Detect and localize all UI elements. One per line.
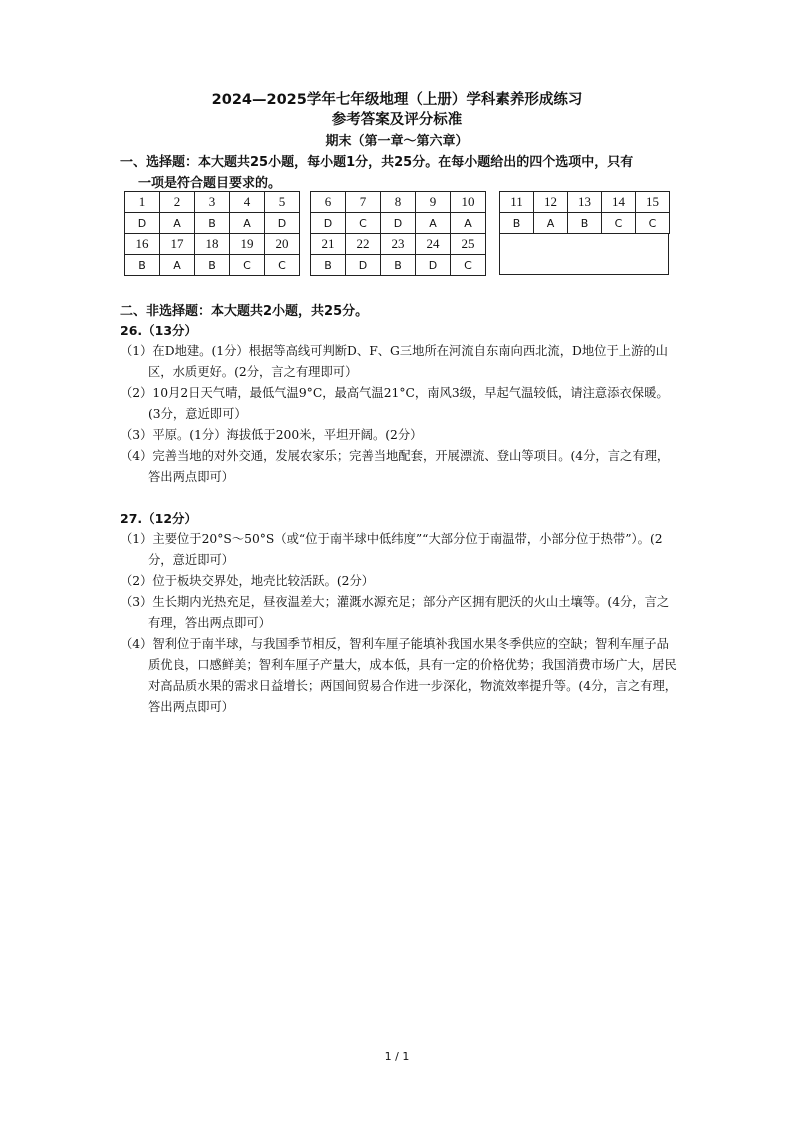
answer-cell: C — [451, 255, 486, 276]
page-number: 1 / 1 — [384, 1050, 410, 1063]
answer-26-1: （1）在D地建。(1分）根据等高线可判断D、F、G三地所在河流自东南向西北流，D地位于上游的山区，水质更好。(2分，言之有理即可） — [120, 344, 668, 379]
answer-table-6-10 — [310, 191, 486, 234]
answer-cell: D — [125, 213, 160, 234]
section1-heading: 一、选择题：本大题共25小题，每小题1分，共25分。在每小题给出的四个选项中，只有 — [120, 155, 634, 170]
answer-cell: B — [381, 255, 416, 276]
answer-cell: B — [195, 213, 230, 234]
question-26-label: 26.（13分） — [120, 323, 198, 338]
answer-cell: B — [500, 213, 534, 234]
answer-cell: A — [160, 255, 195, 276]
answer-27-4: （4）智利位于南半球，与我国季节相反，智利车厘子能填补我国水果冬季供应的空缺；智利车厘子品质优良，口感鲜美；智利车厘子产量大，成本低，具有一定的价格优势；我国消费市场广大，居民对高品质水果的需求日益增长；两国间贸易合作进一步深化，物流效率提升等。(4分，言之有理，答出两点即可） — [120, 637, 678, 714]
answer-cell: A — [534, 213, 568, 234]
chapter-range: 期末（第一章～第六章） — [325, 134, 469, 149]
answer-table-21-25 — [310, 233, 486, 276]
answer-cell: A — [160, 213, 195, 234]
answer-26-3: （3）平原。(1分）海拔低于200米，平坦开阔。(2分） — [120, 428, 423, 442]
question-number: 20 — [265, 234, 300, 255]
answer-cell: C — [602, 213, 636, 234]
page-subtitle: 参考答案及评分标准 — [331, 112, 463, 128]
question-number: 9 — [416, 192, 451, 213]
answer-27-1: （1）主要位于20°S～50°S（或“位于南半球中低纬度”“大部分位于南温带，小部分位于热带”）。(2分，意近即可） — [120, 532, 663, 567]
question-27-label: 27.（12分） — [120, 511, 198, 526]
question-number: 3 — [195, 192, 230, 213]
answer-26-2: （2）10月2日天气晴，最低气温9°C，最高气温21°C，南风3级，早起气温较低，请注意添衣保暖。(3分，意近即可） — [120, 386, 669, 421]
question-number: 13 — [568, 192, 602, 213]
answer-cell: C — [230, 255, 265, 276]
section1-heading-cont: 一项是符合题目要求的。 — [138, 176, 282, 191]
answer-cell: A — [416, 213, 451, 234]
answer-cell: D — [265, 213, 300, 234]
answer-cell: A — [230, 213, 265, 234]
question-26-block — [120, 320, 680, 488]
question-number: 11 — [500, 192, 534, 213]
question-number: 24 — [416, 234, 451, 255]
answer-cell: D — [416, 255, 451, 276]
answer-cell: C — [636, 213, 670, 234]
answer-cell: A — [451, 213, 486, 234]
question-number: 7 — [346, 192, 381, 213]
question-number: 15 — [636, 192, 670, 213]
question-number: 16 — [125, 234, 160, 255]
answer-cell: B — [311, 255, 346, 276]
answer-27-2: （2）位于板块交界处，地壳比较活跃。(2分） — [120, 574, 375, 588]
page-title: 2024—2025学年七年级地理（上册）学科素养形成练习 — [211, 92, 583, 108]
question-27-block — [120, 508, 680, 718]
answer-cell: D — [311, 213, 346, 234]
answer-cell: D — [346, 255, 381, 276]
empty-table-cell — [499, 233, 669, 275]
question-number: 25 — [451, 234, 486, 255]
answer-cell: C — [346, 213, 381, 234]
question-number: 2 — [160, 192, 195, 213]
question-number: 6 — [311, 192, 346, 213]
question-number: 10 — [451, 192, 486, 213]
question-number: 12 — [534, 192, 568, 213]
answer-26-4: （4）完善当地的对外交通，发展农家乐；完善当地配套，开展漂流、登山等项目。(4分，言之有理，答出两点即可） — [120, 449, 670, 484]
question-number: 17 — [160, 234, 195, 255]
question-number: 19 — [230, 234, 265, 255]
question-number: 21 — [311, 234, 346, 255]
answer-cell: D — [381, 213, 416, 234]
question-number: 5 — [265, 192, 300, 213]
question-number: 23 — [381, 234, 416, 255]
answer-table-16-20 — [124, 233, 300, 276]
answer-table-1-5 — [124, 191, 300, 234]
question-number: 18 — [195, 234, 230, 255]
answer-cell: B — [568, 213, 602, 234]
answer-cell: B — [125, 255, 160, 276]
answer-27-3: （3）生长期内光热充足，昼夜温差大；灌溉水源充足；部分产区拥有肥沃的火山土壤等。(4分，言之有理，答出两点即可） — [120, 595, 670, 630]
question-number: 8 — [381, 192, 416, 213]
question-number: 4 — [230, 192, 265, 213]
question-number: 22 — [346, 234, 381, 255]
question-number: 14 — [602, 192, 636, 213]
question-number: 1 — [125, 192, 160, 213]
answer-cell: C — [265, 255, 300, 276]
answer-table-11-15 — [499, 191, 670, 234]
answer-cell: B — [195, 255, 230, 276]
section2-heading: 二、非选择题：本大题共2小题，共25分。 — [120, 304, 369, 319]
